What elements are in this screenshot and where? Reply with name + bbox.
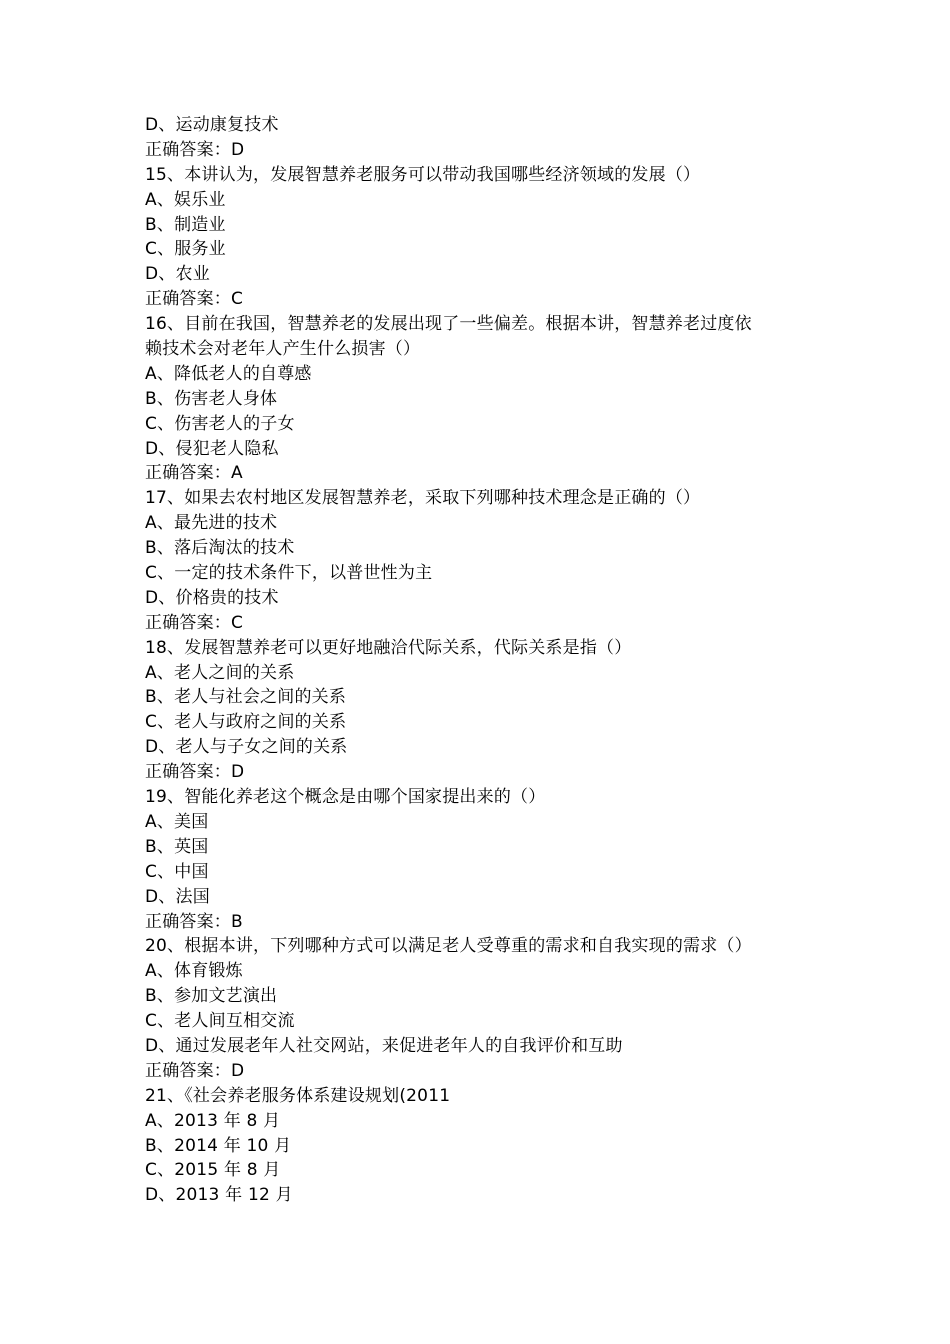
answer-line: 正确答案：A xyxy=(145,463,243,484)
option-c: C、中国 xyxy=(145,861,209,882)
option-d: D、侵犯老人隐私 xyxy=(145,438,279,459)
question-16-continued: 赖技术会对老年人产生什么损害（） xyxy=(145,339,421,360)
answer-line: 正确答案：D xyxy=(145,1060,245,1081)
option-a: A、老人之间的关系 xyxy=(145,662,295,683)
option-d: D、价格贵的技术 xyxy=(145,587,279,608)
option-b: B、老人与社会之间的关系 xyxy=(145,687,347,708)
answer-line: 正确答案：D xyxy=(145,139,245,160)
option-a: A、美国 xyxy=(145,811,209,832)
option-d: D、农业 xyxy=(145,264,210,285)
question-15: 15、本讲认为，发展智慧养老服务可以带动我国哪些经济领域的发展（） xyxy=(145,164,701,185)
option-d: D、法国 xyxy=(145,886,210,907)
question-18: 18、发展智慧养老可以更好地融洽代际关系，代际关系是指（） xyxy=(145,637,632,658)
option-d: D、运动康复技术 xyxy=(145,115,279,135)
answer-line: 正确答案：C xyxy=(145,289,244,310)
document-page xyxy=(145,113,845,1208)
question-20: 20、根据本讲，下列哪种方式可以满足老人受尊重的需求和自我实现的需求（） xyxy=(145,936,752,957)
option-b: B、落后淘汰的技术 xyxy=(145,538,295,559)
option-d: D、老人与子女之间的关系 xyxy=(145,737,348,758)
option-b: B、2014 年 10 月 xyxy=(145,1135,292,1156)
answer-line: 正确答案：D xyxy=(145,762,245,783)
option-a: A、降低老人的自尊感 xyxy=(145,363,312,384)
option-c: C、老人间互相交流 xyxy=(145,1011,295,1032)
option-c: C、老人与政府之间的关系 xyxy=(145,712,347,733)
option-c: C、一定的技术条件下，以普世性为主 xyxy=(145,563,433,584)
option-c: C、2015 年 8 月 xyxy=(145,1160,281,1181)
question-16: 16、目前在我国，智慧养老的发展出现了一些偏差。根据本讲，智慧养老过度依 xyxy=(145,314,752,335)
option-c: C、伤害老人的子女 xyxy=(145,413,295,434)
question-19: 19、智能化养老这个概念是由哪个国家提出来的（） xyxy=(145,787,546,808)
option-a: A、2013 年 8 月 xyxy=(145,1110,281,1131)
option-b: B、制造业 xyxy=(145,214,226,235)
answer-line: 正确答案：C xyxy=(145,612,244,633)
option-d: D、2013 年 12 月 xyxy=(145,1185,293,1206)
option-a: A、娱乐业 xyxy=(145,189,226,210)
option-b: B、伤害老人身体 xyxy=(145,388,278,409)
question-17: 17、如果去农村地区发展智慧养老，采取下列哪种技术理念是正确的（） xyxy=(145,488,701,509)
question-21: 21、《社会养老服务体系建设规划(2011 xyxy=(145,1085,451,1106)
answer-line: 正确答案：B xyxy=(145,911,243,932)
option-c: C、服务业 xyxy=(145,239,226,260)
option-a: A、体育锻炼 xyxy=(145,961,243,982)
option-d: D、通过发展老年人社交网站，来促进老年人的自我评价和互助 xyxy=(145,1035,623,1056)
option-b: B、英国 xyxy=(145,836,209,857)
option-a: A、最先进的技术 xyxy=(145,513,278,534)
option-b: B、参加文艺演出 xyxy=(145,986,278,1007)
